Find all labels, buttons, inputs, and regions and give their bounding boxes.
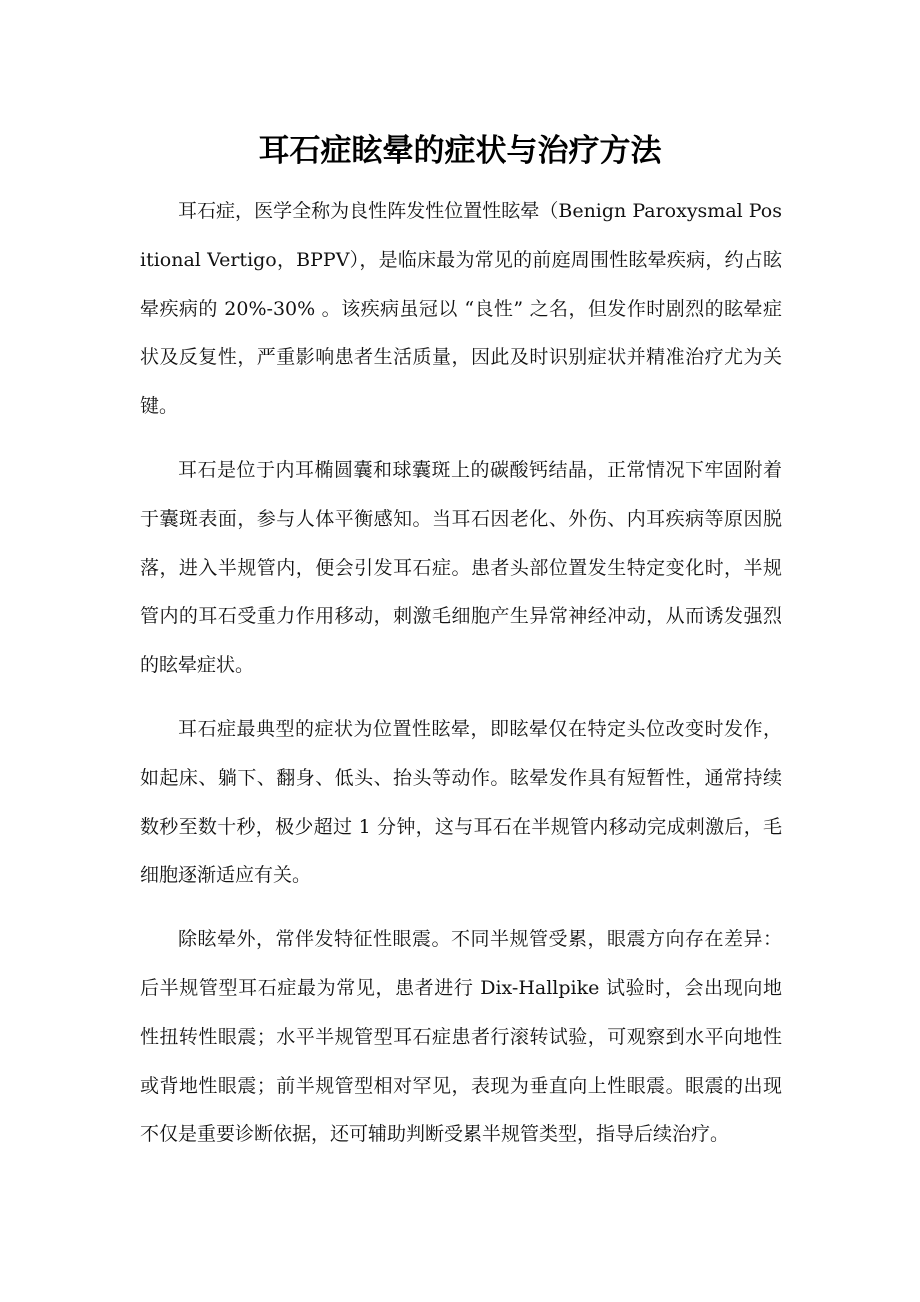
paragraph-nystagmus: 除眩晕外，常伴发特征性眼震。不同半规管受累，眼震方向存在差异：后半规管型耳石症最为常见，患者进行 Dix-Hallpike 试验时，会出现向地性扭转性眼震；水平半规管型耳石症患者行滚转试验，可观察到水平向地性或背地性眼震；前半规管型相对罕见，表现为垂直向上性眼震。眼震的出现不仅是重要诊断依据，还可辅助判断受累半规管类型，指导后续治疗。 [140,928,782,1146]
paragraph-otolith-cause: 耳石是位于内耳椭圆囊和球囊斑上的碳酸钙结晶，正常情况下牢固附着于囊斑表面，参与人体平衡感知。当耳石因老化、外伤、内耳疾病等原因脱落，进入半规管内，便会引发耳石症。患者头部位置发生特定变化时，半规管内的耳石受重力作用移动，刺激毛细胞产生异常神经冲动，从而诱发强烈的眩晕症状。 [140,458,782,677]
paragraph-positional-vertigo: 耳石症最典型的症状为位置性眩晕，即眩晕仅在特定头位改变时发作，如起床、躺下、翻身、低头、抬头等动作。眩晕发作具有短暂性，通常持续数秒至数十秒，极少超过 1 分钟，这与耳石在半规管内移动完成刺激后，毛细胞逐渐适应有关。 [140,717,782,887]
paragraph-bppv-overview: 耳石症，医学全称为良性阵发性位置性眩晕（Benign Paroxysmal Positional Vertigo，BPPV），是临床最为常见的前庭周围性眩晕疾病，约占眩晕疾病的 20%-30% 。该疾病虽冠以 “良性” 之名，但发作时剧烈的眩晕症状及反复性，严重影响患者生活质量，因此及时识别症状并精准治疗尤为关键。 [140,200,782,418]
document-title: 耳石症眩晕的症状与治疗方法 [258,133,662,169]
document-body [140,187,782,1174]
